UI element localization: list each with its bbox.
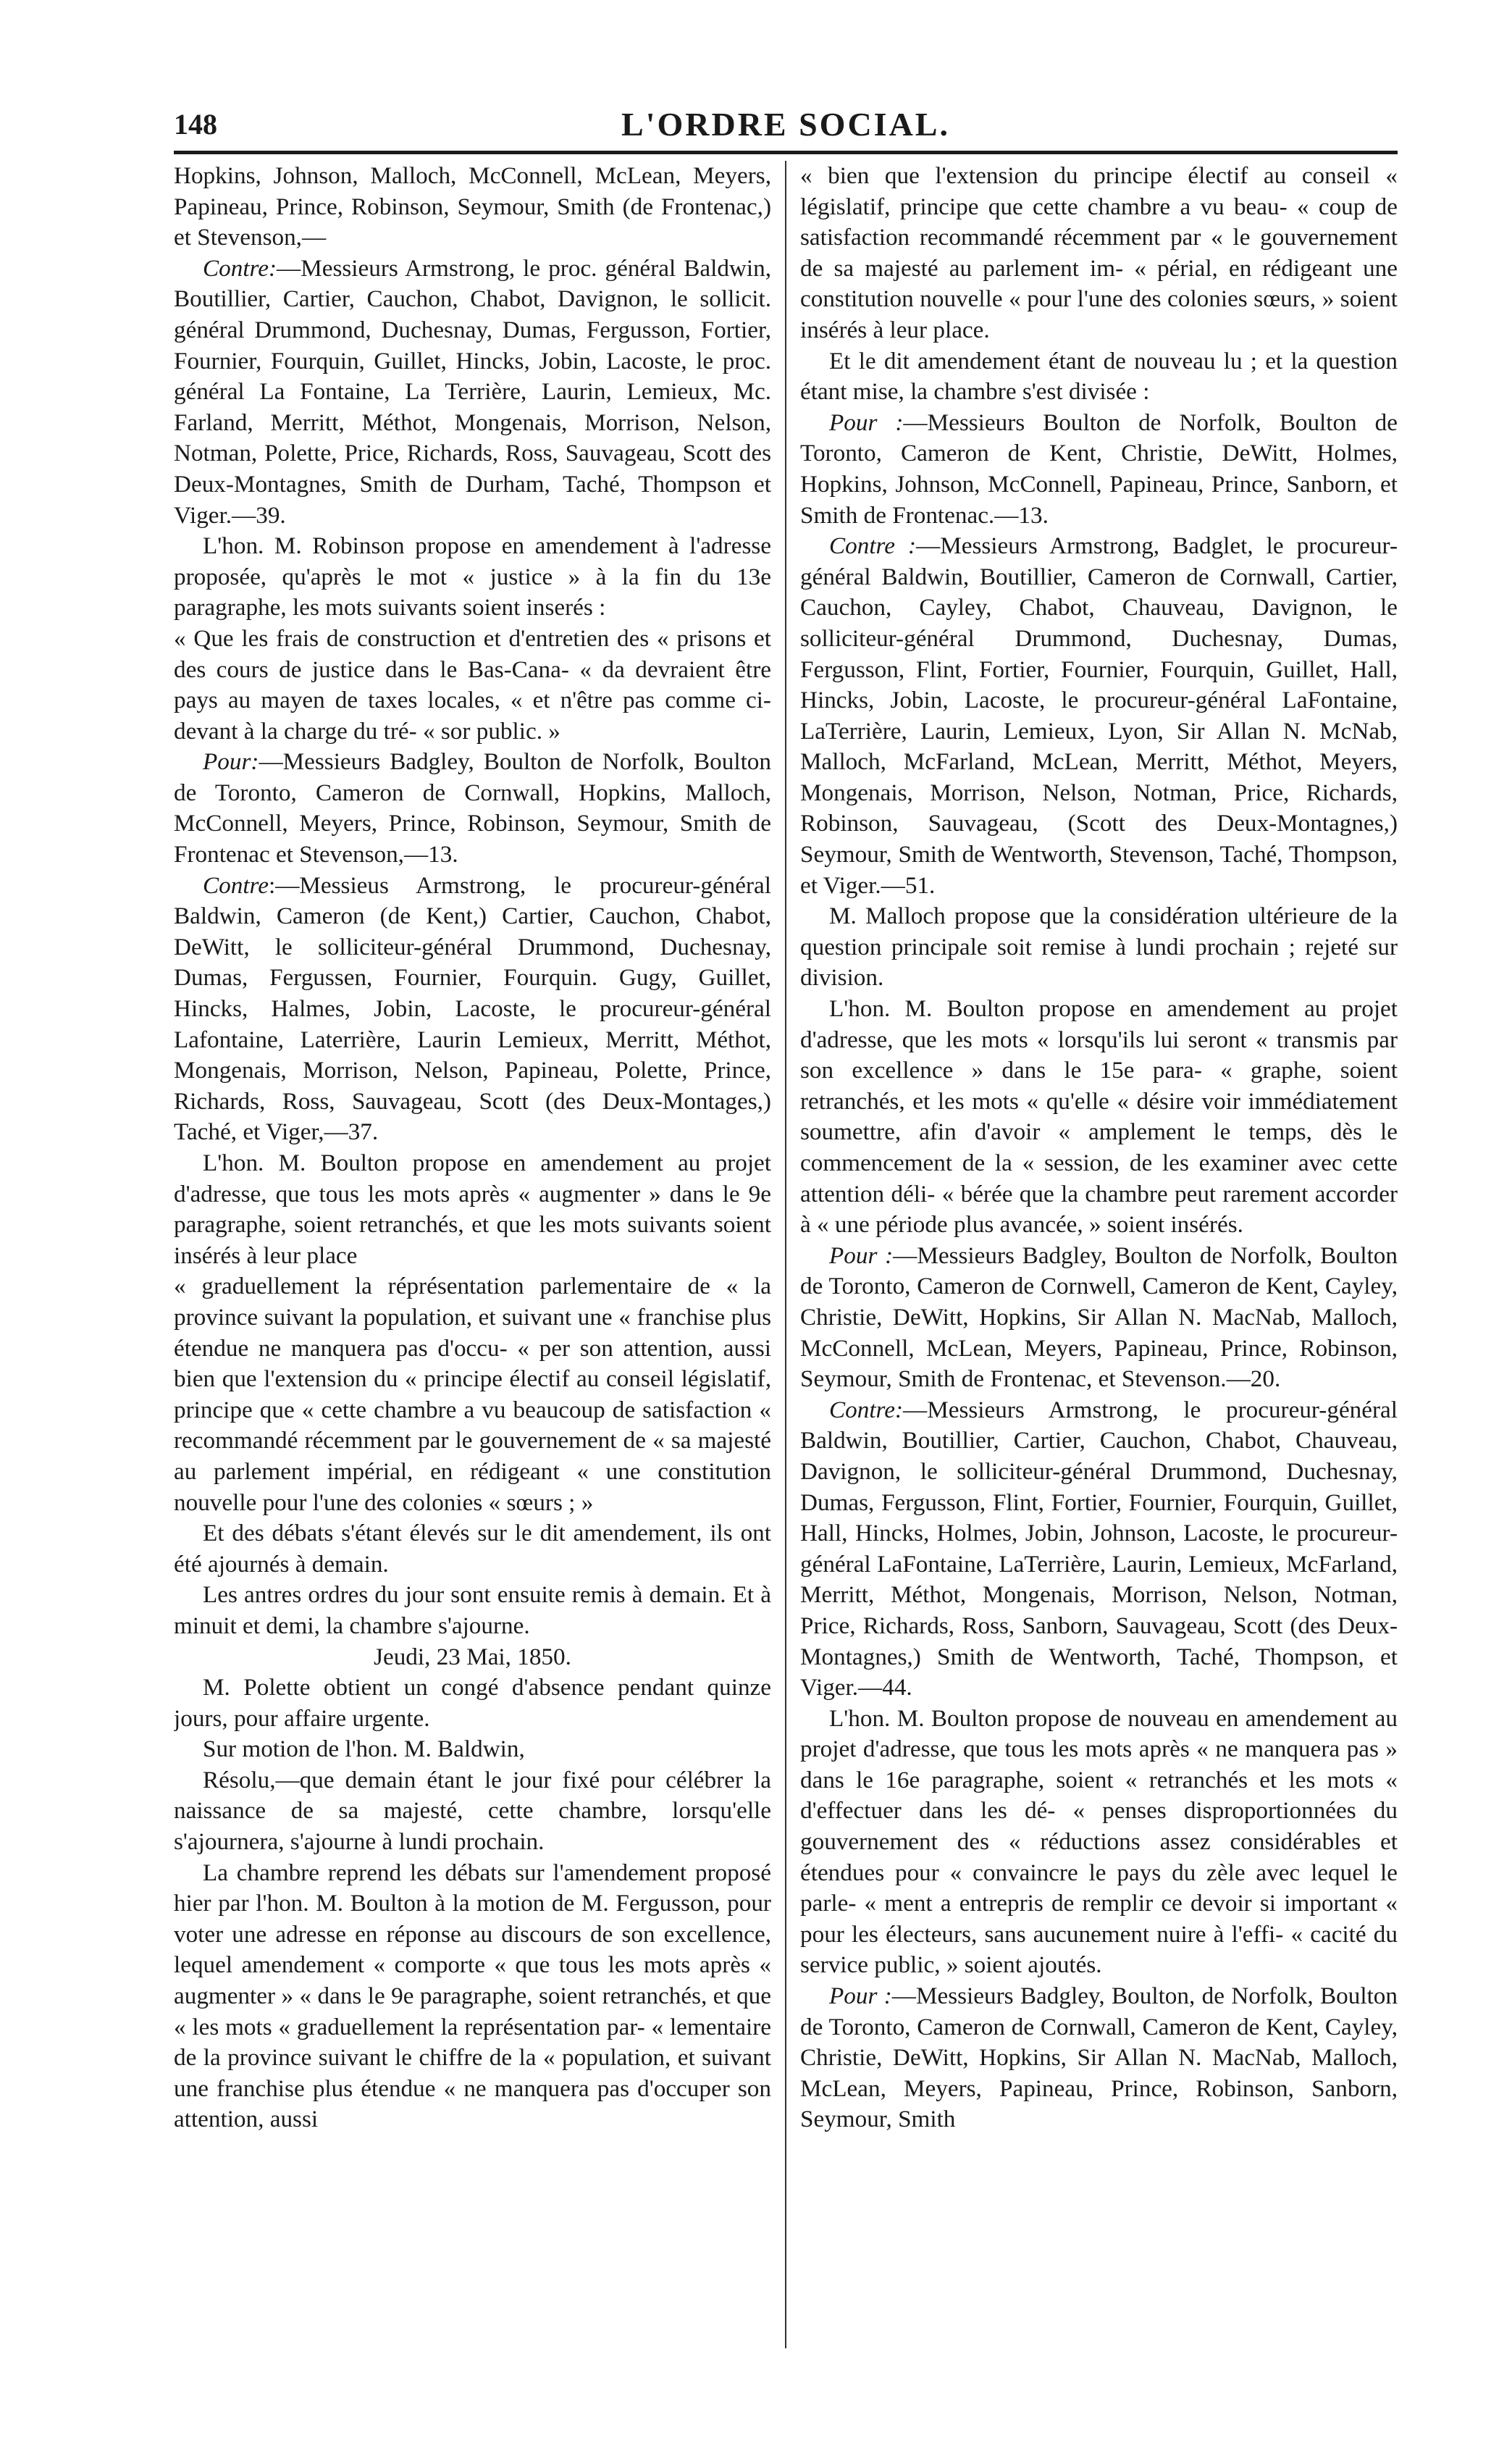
paragraph-text: Et des débats s'étant élevés sur le dit amendement, ils ont été ajournés à demain. bbox=[174, 1520, 771, 1578]
paragraph bbox=[174, 531, 771, 624]
vote-label: Contre bbox=[203, 871, 269, 899]
paragraph bbox=[174, 1858, 771, 2135]
paragraph-text: L'hon. M. Boulton propose en amendement au projet d'adresse, que les mots « lorsqu'ils lui seront « transmis par son excellence » dans le 15e para- « graphe, soient retranchés, et les mots « qu'elle « désire voir immédiatement soumettre, afin d'avoir « amplement le temps, dès le commencement de la « session, de les examiner avec cette attention déli- « bérée que la chambre peut rarement accorder à « une période plus avancée, » soient insérés. bbox=[800, 995, 1398, 1239]
vote-label: Contre : bbox=[829, 532, 917, 560]
paragraph-text: :—Messieus Armstrong, le procureur-général Baldwin, Cameron (de Kent,) Cartier, Cauchon, Chabot, DeWitt, le solliciteur-général Drummond, Duchesnay, Dumas, Fergussen, Fournier, Fourquin. Gugy, Guillet, Hincks, Halmes, Jobin, Lacoste, le procureur-général Lafontaine, Laterrière, Laurin Lemieux, Merritt, Méthot, Mongenais, Morrison, Nelson, Papineau, Polette, Prince, Richards, Ross, Sauvageau, Scott (des Deux-Montages,) Taché, et Viger,—37. bbox=[174, 871, 771, 1146]
running-title: L'ORDRE SOCIAL. bbox=[621, 106, 950, 143]
paragraph bbox=[174, 1765, 771, 1858]
paragraph bbox=[800, 901, 1398, 994]
vote-paragraph bbox=[174, 747, 771, 870]
paragraph-text: L'hon. M. Robinson propose en amendement à l'adresse proposée, qu'après le mot « justice » à la fin du 13e paragraphe, les mots suivants soient inserés : bbox=[174, 532, 771, 621]
vote-label: Pour : bbox=[829, 409, 904, 436]
vote-paragraph bbox=[800, 531, 1398, 901]
paragraph bbox=[174, 161, 771, 254]
paragraph-text: Les antres ordres du jour sont ensuite remis à demain. Et à minuit et demi, la chambre s'ajourne. bbox=[174, 1581, 771, 1639]
paragraph-text: « Que les frais de construction et d'entretien des « prisons et des cours de justice dans le Bas-Cana- « da devraient être pays au mayen de taxes locales, « et n'être pas comme ci-devant à la charge du tré- « sor public. » bbox=[174, 624, 771, 745]
quoted-paragraph bbox=[800, 161, 1398, 346]
paragraph-text: —Messieurs Badgley, Boulton, de Norfolk, Boulton de Toronto, Cameron de Cornwall, Cameron de Kent, Cayley, Christie, DeWitt, Hopkins, Sir Allan N. MacNab, Malloch, McLean, Meyers, Papineau, Prince, Robinson, Sanborn, Seymour, Smith bbox=[800, 1982, 1398, 2133]
paragraph bbox=[174, 1580, 771, 1641]
vote-label: Contre: bbox=[203, 254, 277, 282]
left-column bbox=[174, 161, 771, 2363]
paragraph-text: La chambre reprend les débats sur l'amendement proposé hier par l'hon. M. Boulton à la motion de M. Fergusson, pour voter une adresse en réponse au discours de son excellence, lequel amendement « comporte « que tous les mots après « augmenter » « dans le 9e paragraphe, soient retranchés, et que « les mots « graduellement la représentation par- « lementaire de la province suivant le chiffre de la « population, et suivant une franchise plus étendue « ne manquera pas d'occuper son attention, aussi bbox=[174, 1859, 771, 2133]
paragraph-text: Résolu,—que demain étant le jour fixé pour célébrer la naissance de sa majesté, cette chambre, lorsqu'elle s'ajournera, s'ajourne à lundi prochain. bbox=[174, 1766, 771, 1856]
paragraph-text: —Messieurs Armstrong, le proc. général Baldwin, Boutillier, Cartier, Cauchon, Chabot, Davignon, le sollicit. général Drummond, Duchesnay, Dumas, Fergusson, Fortier, Fournier, Fourquin, Guillet, Hincks, Jobin, Lacoste, le proc. général La Fontaine, La Terrière, Laurin, Lemieux, Mc. Farland, Merritt, Méthot, Mongenais, Morrison, Nelson, Notman, Polette, Price, Richards, Ross, Sauvageau, Scott des Deux-Montagnes, Smith de Durham, Taché, Thompson et Viger.—39. bbox=[174, 254, 771, 529]
vote-label: Contre: bbox=[829, 1396, 904, 1423]
paragraph bbox=[174, 1148, 771, 1271]
vote-paragraph bbox=[800, 1981, 1398, 2135]
vote-paragraph bbox=[800, 1241, 1398, 1395]
vote-paragraph bbox=[800, 1395, 1398, 1704]
paragraph-text: L'hon. M. Boulton propose en amendement au projet d'adresse, que tous les mots après « augmenter » dans le 9e paragraphe, soient retranchés, et que les mots suivants soient insérés à leur place bbox=[174, 1150, 771, 1269]
paragraph-text: —Messieurs Armstrong, Badglet, le procureur-général Baldwin, Boutillier, Cameron de Cornwall, Cartier, Cauchon, Cayley, Chabot, Chauveau, Davignon, le solliciteur-général Drummond, Duchesnay, Dumas, Fergusson, Flint, Fortier, Fournier, Fourquin, Guillet, Hall, Hincks, Jobin, Lacoste, le procureur-général LaFontaine, LaTerrière, Laurin, Lemieux, Lyon, Sir Allan N. McNab, Malloch, McFarland, McLean, Merritt, Méthot, Meyers, Mongenais, Morrison, Nelson, Notman, Price, Richards, Robinson, Sauvageau, (Scott des Deux-Montagnes,) Seymour, Smith de Wentworth, Stevenson, Taché, Thompson, et Viger.—51. bbox=[800, 532, 1398, 899]
paragraph-text: Jeudi, 23 Mai, 1850. bbox=[374, 1643, 571, 1670]
page-header bbox=[174, 101, 1398, 148]
paragraph bbox=[800, 346, 1398, 408]
paragraph bbox=[800, 1704, 1398, 1981]
paragraph-text: M. Malloch propose que la considération ultérieure de la question principale soit remise à lundi prochain ; rejeté sur division. bbox=[800, 903, 1398, 992]
vote-label: Pour: bbox=[203, 748, 259, 776]
quoted-paragraph bbox=[174, 624, 771, 747]
vote-paragraph bbox=[800, 408, 1398, 531]
paragraph-text: —Messieurs Boulton de Norfolk, Boulton de Toronto, Cameron de Kent, Christie, DeWitt, Holmes, Hopkins, Johnson, McConnell, Papineau, Prince, Sanborn, et Smith de Frontenac.—13. bbox=[800, 409, 1398, 529]
paragraph-text: M. Polette obtient un congé d'absence pendant quinze jours, pour affaire urgente. bbox=[174, 1674, 771, 1732]
paragraph-text: Hopkins, Johnson, Malloch, McConnell, McLean, Meyers, Papineau, Prince, Robinson, Seymour, Smith (de Frontenac,) et Stevenson,— bbox=[174, 162, 771, 251]
paragraph-text: « graduellement la réprésentation parlementaire de « la province suivant la population, et suivant une « franchise plus étendue ne manquera pas d'occu- « per son attention, aussi bien que l'extension du « principe électif au conseil législatif, principe que « cette chambre a vu beaucoup de satisfaction « recommandé récemment par le gouvernement de « sa majesté au parlement impérial, en rédigeant « une constitution nouvelle pour l'une des colonies « sœurs ; » bbox=[174, 1273, 771, 1516]
paragraph-text: —Messieurs Badgley, Boulton de Norfolk, Boulton de Toronto, Cameron de Cornwall, Hopkins, Malloch, McConnell, Meyers, Prince, Robinson, Seymour, Smith de Frontenac et Stevenson,—13. bbox=[174, 748, 771, 868]
header-rule bbox=[174, 151, 1398, 154]
page-number: 148 bbox=[174, 108, 217, 141]
paragraph-text: Et le dit amendement étant de nouveau lu ; et la question étant mise, la chambre s'est divisée : bbox=[800, 347, 1398, 406]
column-divider bbox=[785, 161, 786, 2348]
right-column bbox=[800, 161, 1398, 2363]
paragraph-text: —Messieurs Badgley, Boulton de Norfolk, Boulton de Toronto, Cameron de Cornwell, Cameron de Kent, Cayley, Christie, DeWitt, Hopkins, Sir Allan N. MacNab, Malloch, McConnell, McLean, Meyers, Papineau, Prince, Robinson, Seymour, Smith de Frontenac, et Stevenson.—20. bbox=[800, 1242, 1398, 1393]
paragraph bbox=[174, 1518, 771, 1580]
vote-label: Pour : bbox=[829, 1242, 894, 1269]
paragraph-text: L'hon. M. Boulton propose de nouveau en amendement au projet d'adresse, que tous les mots après « ne manquera pas » dans le 16e paragraphe, soient « retranchés et les mots « d'effectuer dans les dé- « penses disproportionnées du gouvernement des « réductions assez considérables et étendues pour « convaincre le pays du zèle avec lequel le parle- « ment a entrepris de remplir ce devoir si important « pour les électeurs, sans aucunement nuire à l'effi- « cacité du service public, » soient ajoutés. bbox=[800, 1704, 1398, 1979]
paragraph bbox=[174, 1672, 771, 1734]
paragraph-text: —Messieurs Armstrong, le procureur-général Baldwin, Boutillier, Cartier, Cauchon, Chabot, Chauveau, Davignon, le solliciteur-général Drummond, Duchesnay, Dumas, Fergusson, Flint, Fortier, Fournier, Fourquin, Guillet, Hall, Hincks, Holmes, Jobin, Johnson, Lacoste, le procureur-général LaFontaine, LaTerrière, Laurin, Lemieux, McFarland, Merritt, Méthot, Mongenais, Morrison, Nelson, Notman, Price, Richards, Ross, Sanborn, Sauvageau, Scott (des Deux-Montagnes,) Smith de Wentworth, Taché, Thompson, et Viger.—44. bbox=[800, 1396, 1398, 1701]
paragraph bbox=[174, 1734, 771, 1765]
paragraph-text: Sur motion de l'hon. M. Baldwin, bbox=[203, 1736, 525, 1763]
vote-paragraph bbox=[174, 254, 771, 531]
paragraph bbox=[800, 994, 1398, 1241]
vote-paragraph bbox=[174, 871, 771, 1148]
paragraph-text: « bien que l'extension du principe électif au conseil « législatif, principe que cette chambre a vu beau- « coup de satisfaction recommandé récemment par « le gouvernement de sa majesté au parlement im- « périal, en rédigeant une constitution nouvelle « pour l'une des colonies sœurs, » soient insérés à leur place. bbox=[800, 162, 1398, 343]
vote-label: Pour : bbox=[829, 1982, 892, 2010]
quoted-paragraph bbox=[174, 1271, 771, 1518]
dateline bbox=[174, 1642, 771, 1673]
